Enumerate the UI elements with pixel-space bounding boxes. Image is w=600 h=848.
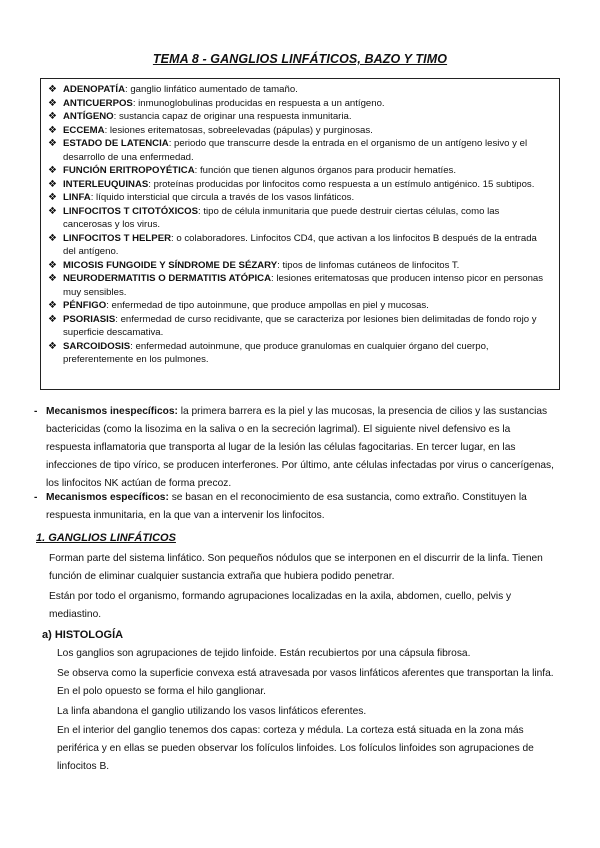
histology-paragraph: En el interior del ganglio tenemos dos capas: corteza y médula. La corteza está situada en la zona más periférica y en ellas se pueden observar los folículos linfoides. Los folículos linfoides son agrupaciones de linfocitos B.: [57, 725, 534, 772]
diamond-bullet-icon: ❖: [48, 178, 57, 190]
diamond-bullet-icon: ❖: [48, 138, 57, 149]
glossary-term: FUNCIÓN ERITROPOYÉTICA: [63, 165, 195, 176]
diamond-bullet-icon: ❖: [48, 165, 57, 176]
glossary-definition: : sustancia capaz de originar una respuesta inmunitaria.: [113, 111, 352, 122]
glossary-term: LINFOCITOS T HELPER: [63, 232, 172, 244]
histology-paragraph: La linfa abandona el ganglio utilizando los vasos linfáticos eferentes.: [57, 706, 367, 717]
mechanism-label: Mecanismos inespecíficos:: [46, 406, 178, 417]
glossary-box: [40, 78, 560, 390]
diamond-bullet-icon: ❖: [48, 84, 57, 95]
subsection-heading: a) HISTOLOGÍA: [42, 629, 124, 641]
glossary-item: [48, 299, 551, 313]
glossary-item: [48, 259, 551, 273]
glossary-term: ADENOPATÍA: [63, 84, 126, 95]
glossary-definition: : enfermedad de tipo autoinmune, que produce ampollas en piel y mucosas.: [106, 300, 429, 311]
glossary-term: LINFA: [63, 192, 91, 203]
glossary-item: [48, 232, 551, 259]
glossary-definition: : función que tienen algunos órganos para producir hematíes.: [194, 165, 456, 176]
glossary-item: [48, 191, 551, 205]
mechanism-text: la primera barrera es la piel y las mucosas, la presencia de cilios y las sustancias bactericidas (como la lisozima en la saliva o en la secreción lagrimal). El siguiente nivel defensivo es la respuesta inflamatoria que transporta al lugar de la lesión las células fagocitarias. En tercer lugar, en las infecciones de tipo vírico, se producen interferones. Por último, ante células infectadas por virus o cancerígenas, los linfocitos NK actúan de forma precoz.: [46, 406, 554, 489]
glossary-term: MICOSIS FUNGOIDE Y SÍNDROME DE SÉZARY: [63, 259, 278, 271]
diamond-bullet-icon: ❖: [48, 340, 57, 352]
glossary-item: [48, 137, 551, 164]
glossary-definition: : ganglio linfático aumentado de tamaño.: [125, 84, 298, 95]
diamond-bullet-icon: ❖: [48, 300, 57, 311]
glossary-term: PSORIASIS: [63, 313, 116, 325]
diamond-bullet-icon: ❖: [48, 259, 57, 271]
diamond-bullet-icon: ❖: [48, 192, 57, 203]
glossary-definition: : tipos de linfomas cutáneos de linfocitos T.: [277, 259, 460, 271]
glossary-term: ANTÍGENO: [63, 111, 114, 122]
mechanism-text: se basan en el reconocimiento de esa sustancia, como extraño. Constituyen la respuesta inmunitaria, en la que van a intervenir los linfocitos.: [46, 492, 527, 521]
dash-bullet: -: [34, 492, 38, 503]
section-heading: 1. GANGLIOS LINFÁTICOS: [36, 532, 176, 544]
glossary-term: INTERLEUQUINAS: [63, 178, 149, 190]
glossary-definition: : periodo que transcurre desde la entrada en el organismo de un antígeno lesivo y el desarrollo de una enfermedad.: [63, 138, 528, 163]
diamond-bullet-icon: ❖: [48, 273, 57, 284]
dash-bullet: -: [34, 406, 38, 417]
page-title: TEMA 8 - GANGLIOS LINFÁTICOS, BAZO Y TIMO: [152, 52, 448, 66]
glossary-term: LINFOCITOS T CITOTÓXICOS: [63, 205, 199, 217]
diamond-bullet-icon: ❖: [48, 124, 57, 136]
glossary-item: [48, 83, 551, 97]
glossary-item: [48, 340, 551, 367]
section-paragraph: Forman parte del sistema linfático. Son pequeños nódulos que se interponen en el discurrir de la linfa. Tienen función de eliminar cualquier sustancia extraña que hubiera podido penetrar.: [49, 553, 543, 582]
histology-paragraph: Se observa como la superficie convexa está atravesada por vasos linfáticos aferentes que transportan la linfa. En el polo opuesto se forma el hilo ganglionar.: [57, 668, 554, 697]
glossary-definition: : líquido intersticial que circula a través de los vasos linfáticos.: [90, 192, 355, 203]
section-paragraph: Están por todo el organismo, formando agrupaciones localizadas en la axila, abdomen, cuello, pelvis y mediastino.: [49, 591, 512, 620]
glossary-term: NEURODERMATITIS O DERMATITIS ATÓPICA: [63, 273, 272, 284]
mechanism-label: Mecanismos específicos:: [46, 492, 169, 503]
glossary-term: ESTADO DE LATENCIA: [63, 138, 169, 149]
glossary-term: ECCEMA: [63, 124, 105, 136]
diamond-bullet-icon: ❖: [48, 205, 57, 217]
diamond-bullet-icon: ❖: [48, 111, 57, 122]
glossary-item: [48, 313, 551, 340]
glossary-item: [48, 205, 551, 232]
nonspecific-mechanisms-paragraph: [34, 403, 554, 493]
glossary-definition: : lesiones eritematosas que producen intenso picor en personas muy sensibles.: [63, 273, 544, 298]
histology-paragraph: Los ganglios son agrupaciones de tejido linfoide. Están recubiertos por una cápsula fibrosa.: [57, 648, 471, 659]
glossary-definition: : inmunoglobulinas producidas en respuesta a un antígeno.: [132, 97, 385, 109]
glossary-item: [48, 124, 551, 138]
diamond-bullet-icon: ❖: [48, 313, 57, 325]
glossary-item: [48, 97, 551, 111]
diamond-bullet-icon: ❖: [48, 232, 57, 244]
glossary-definition: : enfermedad de curso recidivante, que se caracteriza por lesiones bien delimitadas de fondo rojo y superficie descamativa.: [63, 313, 537, 338]
diamond-bullet-icon: ❖: [48, 97, 57, 109]
glossary-term: PÉNFIGO: [63, 300, 107, 311]
glossary-definition: : tipo de célula inmunitaria que puede destruir ciertas células, como las cancerosas y los virus.: [63, 205, 500, 230]
glossary-term: ANTICUERPOS: [63, 97, 133, 109]
glossary-term: SARCOIDOSIS: [63, 340, 131, 352]
glossary-definition: : enfermedad autoinmune, que produce granulomas en cualquier órgano del cuerpo, preferentemente en los pulmones.: [63, 340, 489, 365]
glossary-definition: : proteínas producidas por linfocitos como respuesta a un estímulo antigénico. 15 subtipos.: [148, 178, 535, 190]
specific-mechanisms-paragraph: [34, 489, 554, 525]
glossary-item: [48, 272, 551, 299]
glossary-item: [48, 110, 551, 124]
glossary-definition: : o colaboradores. Linfocitos CD4, que activan a los linfocitos B después de la entrada del antígeno.: [63, 232, 537, 257]
glossary-definition: : lesiones eritematosas, sobreelevadas (pápulas) y purginosas.: [104, 124, 373, 136]
glossary-item: [48, 178, 551, 192]
glossary-item: [48, 164, 551, 178]
